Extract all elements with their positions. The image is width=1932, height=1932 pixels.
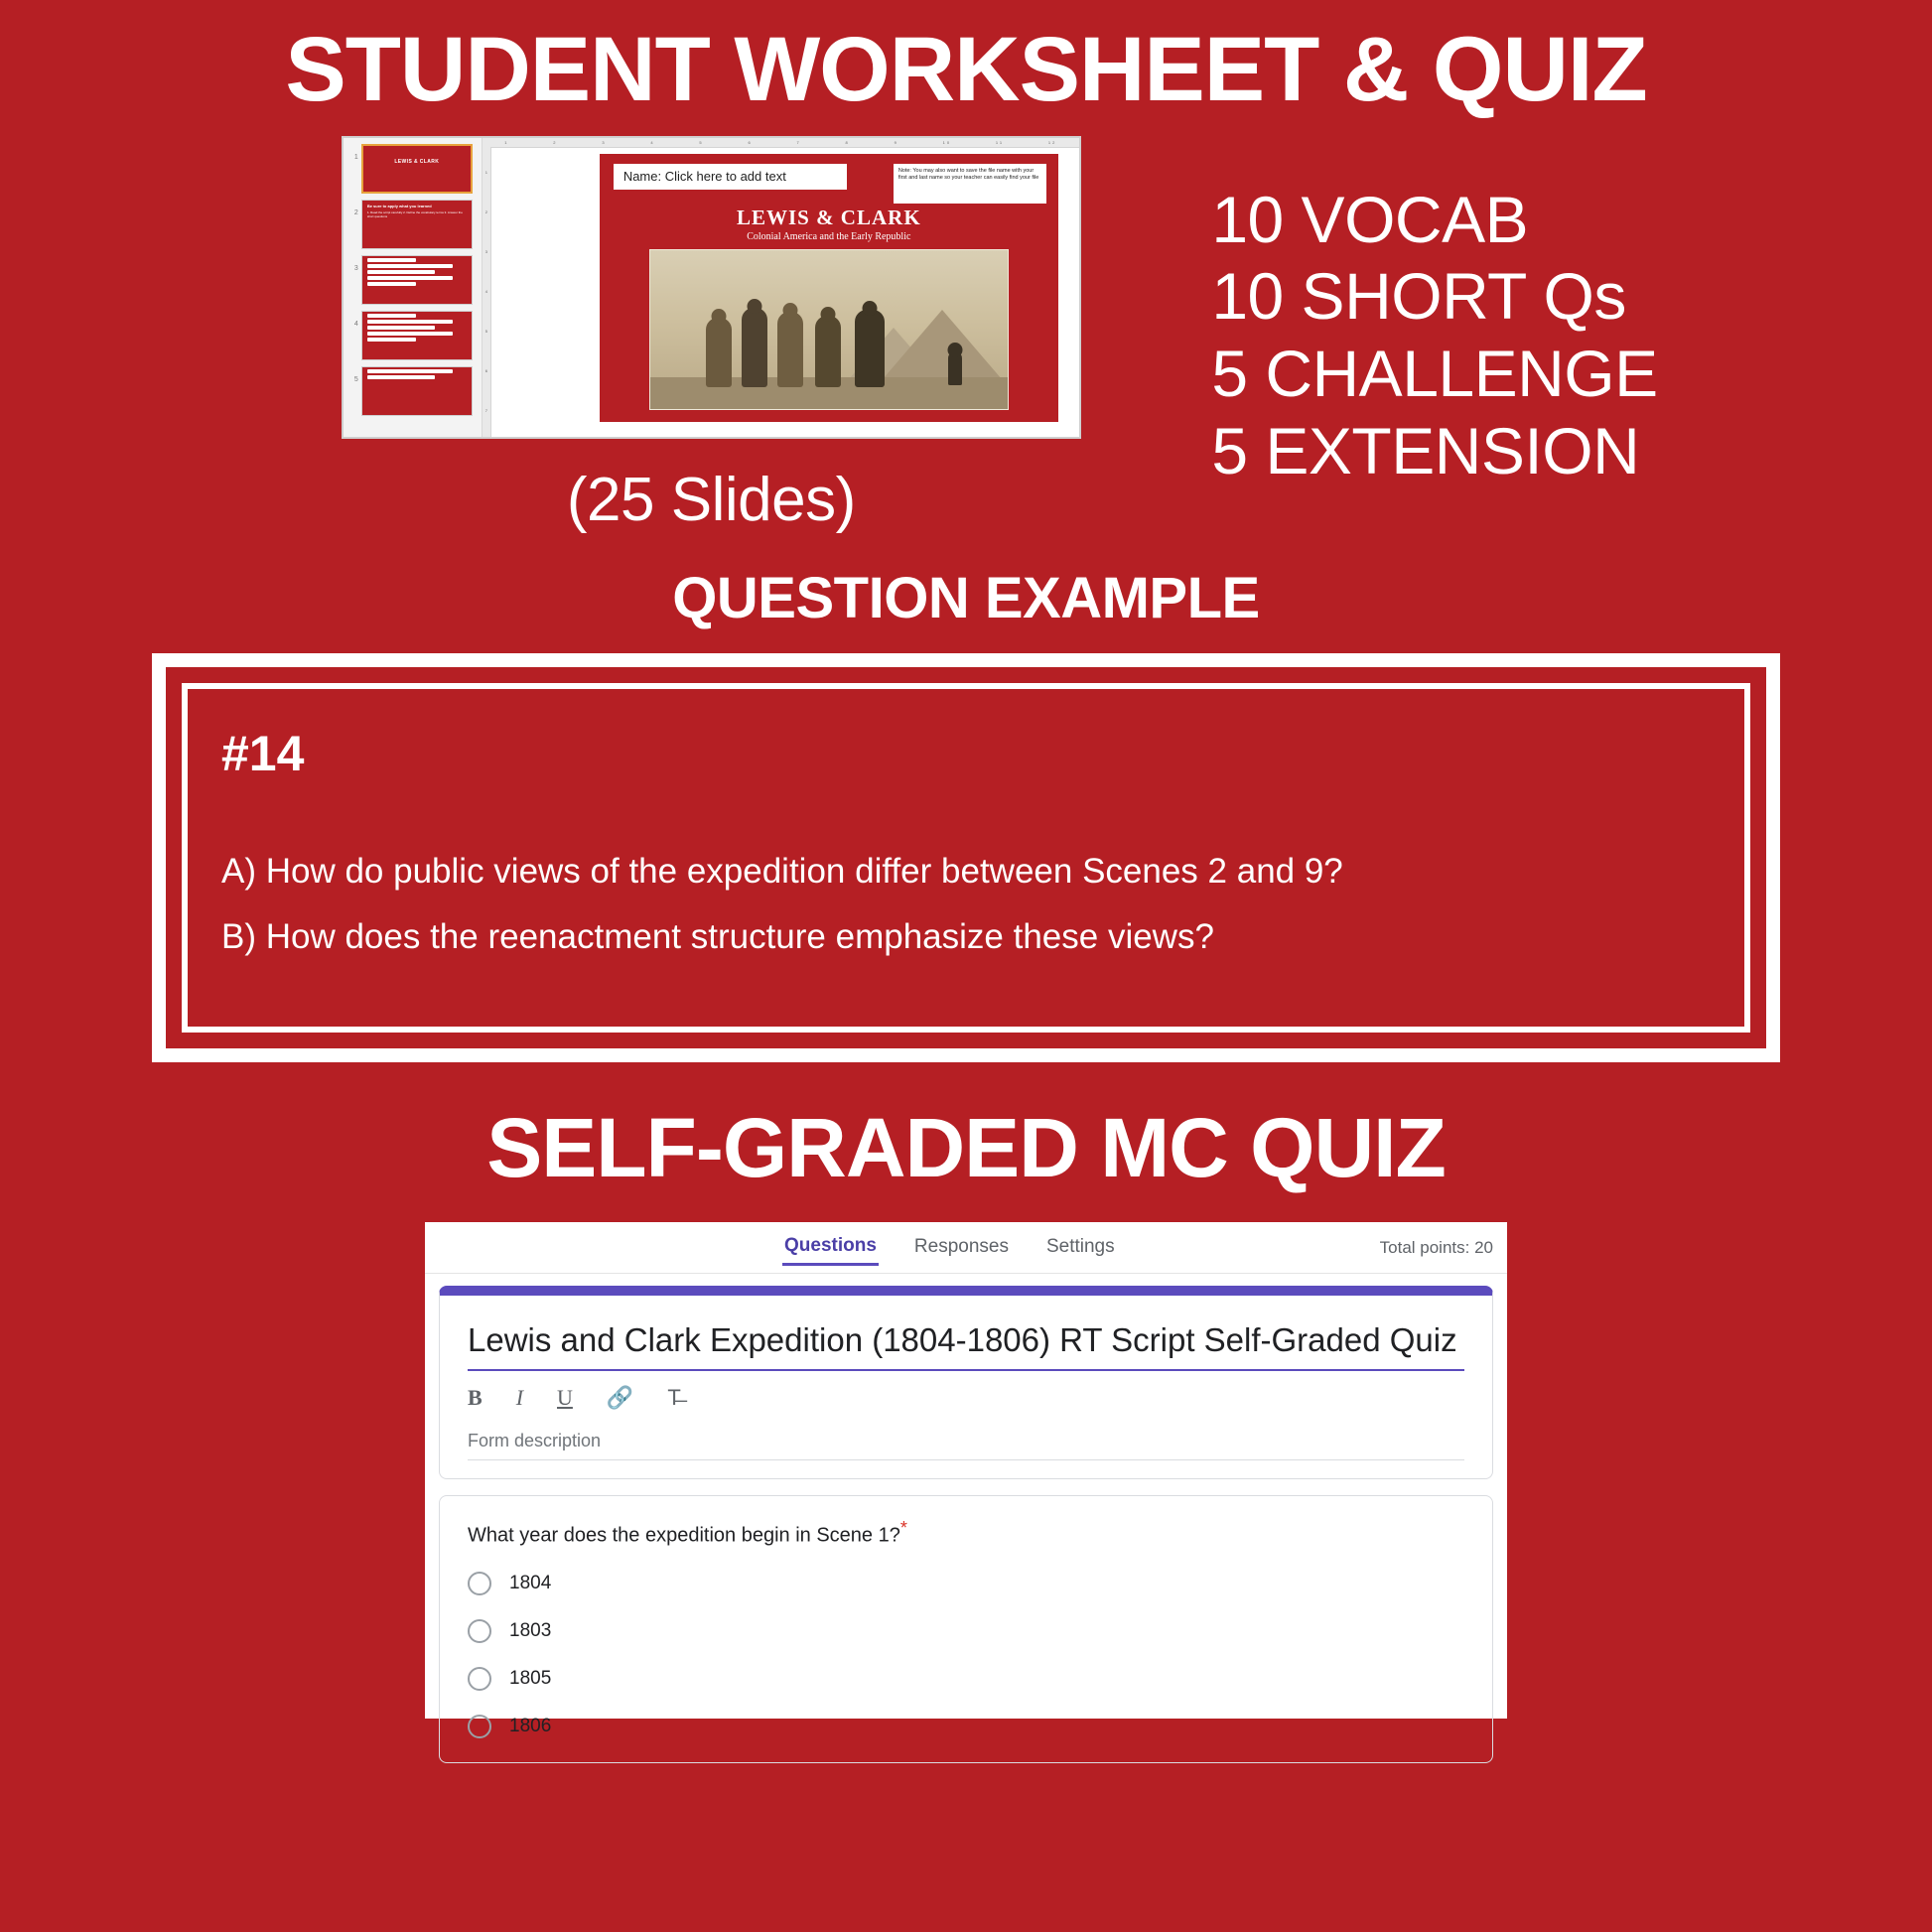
- ruler-mark: 4: [484, 289, 487, 295]
- slides-deck-preview: [342, 136, 1081, 439]
- ruler-mark: 8: [845, 139, 850, 145]
- tab-responses[interactable]: Responses: [913, 1236, 1009, 1258]
- thumbnail-bar: [367, 282, 417, 286]
- option-row-4[interactable]: [468, 1715, 1464, 1738]
- list-item[interactable]: [347, 311, 478, 360]
- thumbnail-bar: [367, 326, 435, 330]
- ruler-mark: 5: [484, 329, 487, 335]
- form-question-card[interactable]: [439, 1495, 1493, 1763]
- thumbnail-title: LEWIS & CLARK: [394, 158, 440, 165]
- figure-head: [711, 309, 726, 324]
- thumbnail-body: 1. Read the script carefully 2. Define the vocabulary terms 3. Answer the short questions: [366, 209, 463, 219]
- feature-short-questions: 10 SHORT Qs: [1211, 259, 1626, 334]
- figure-shape: [777, 312, 803, 387]
- option-label-2[interactable]: 1803: [509, 1620, 552, 1642]
- ruler-mark: 9: [894, 139, 898, 145]
- thumbnail-bar: [367, 258, 417, 262]
- option-label-1[interactable]: 1804: [509, 1573, 552, 1594]
- slide-thumbnail-rail[interactable]: [344, 138, 483, 437]
- thumbnail-number: 1: [353, 153, 358, 161]
- figure-head: [782, 303, 797, 318]
- thumbnail-bar: [367, 264, 453, 268]
- mountain-shape: [883, 310, 1002, 379]
- thumbnail-bar: [367, 276, 453, 280]
- figure-head: [820, 307, 835, 322]
- form-title-input[interactable]: Lewis and Clark Expedition (1804-1806) RT Script Self-Graded Quiz: [468, 1319, 1464, 1372]
- question-example-inner: [182, 683, 1750, 1033]
- question-number: #14: [221, 725, 305, 781]
- ruler-mark: 6: [748, 139, 753, 145]
- ruler-mark: 12: [1047, 139, 1057, 145]
- option-row-3[interactable]: [468, 1667, 1464, 1691]
- thumbnail-number: 4: [353, 320, 358, 328]
- list-item[interactable]: [347, 366, 478, 416]
- figure-shape: [855, 310, 885, 387]
- option-row-1[interactable]: [468, 1572, 1464, 1595]
- feature-vocab: 10 VOCAB: [1211, 182, 1529, 256]
- slides-preview-column: [274, 136, 1148, 535]
- required-marker: *: [899, 1518, 907, 1539]
- name-input-field[interactable]: Name: Click here to add text: [614, 164, 847, 190]
- thumbnail-number: 3: [353, 264, 358, 272]
- thumbnail-number: 2: [353, 208, 358, 216]
- figure-shape: [706, 318, 732, 387]
- slide-thumbnail-4[interactable]: [361, 311, 473, 360]
- form-description-input[interactable]: Form description: [468, 1431, 1464, 1460]
- radio-icon[interactable]: [468, 1667, 491, 1691]
- slide-thumbnail-2[interactable]: [361, 200, 473, 249]
- slide-note-text: Note: You may also want to save the file name with your first and last name so your teacher can easily find your file: [894, 164, 1046, 204]
- italic-icon[interactable]: I: [515, 1385, 524, 1411]
- slide-subtitle: Colonial America and the Early Republic: [747, 230, 911, 242]
- question-body: [221, 852, 1711, 957]
- question-text: [468, 1518, 1464, 1548]
- list-item[interactable]: [347, 255, 478, 305]
- tab-settings[interactable]: Settings: [1045, 1236, 1115, 1258]
- feature-challenge: 5 CHALLENGE: [1211, 337, 1658, 411]
- bold-icon[interactable]: B: [468, 1385, 483, 1411]
- ruler-mark: 6: [484, 368, 487, 374]
- thumbnail-bar: [367, 320, 453, 324]
- vertical-ruler: [483, 147, 491, 437]
- option-label-4[interactable]: 1806: [509, 1716, 552, 1737]
- ruler-mark: 7: [796, 139, 801, 145]
- thumbnail-bar: [367, 270, 435, 274]
- form-header-card[interactable]: [439, 1286, 1493, 1480]
- option-row-2[interactable]: [468, 1619, 1464, 1643]
- list-item[interactable]: [347, 144, 478, 194]
- option-label-3[interactable]: 1805: [509, 1668, 552, 1690]
- tab-questions[interactable]: Questions: [782, 1229, 879, 1266]
- ruler-mark: 5: [699, 139, 704, 145]
- thumbnail-number: 5: [353, 375, 358, 383]
- thumbnail-bar: [367, 338, 417, 342]
- ruler-mark: 11: [995, 139, 1005, 145]
- figure-head: [862, 301, 877, 316]
- list-item[interactable]: [347, 200, 478, 249]
- question-part-a: A) How do public views of the expedition differ between Scenes 2 and 9?: [221, 851, 1343, 891]
- radio-icon[interactable]: [468, 1715, 491, 1738]
- slide-thumbnail-1[interactable]: [361, 144, 473, 194]
- ruler-mark: 2: [553, 139, 558, 145]
- figure-shape: [815, 316, 841, 387]
- slides-count-caption: (25 Slides): [566, 465, 856, 534]
- ruler-mark: 10: [942, 139, 952, 145]
- thumbnail-bar: [367, 332, 453, 336]
- question-example-frame: [152, 653, 1780, 1062]
- ruler-mark: 3: [602, 139, 607, 145]
- thumbnail-bar: [367, 375, 435, 379]
- question-text-value: What year does the expedition begin in Scene 1?: [468, 1525, 900, 1548]
- lewis-and-clark-illustration: [649, 249, 1009, 410]
- thumbnail-bar: [367, 369, 453, 373]
- ruler-mark: 7: [484, 408, 487, 414]
- quiz-section-heading: SELF-GRADED MC QUIZ: [486, 1100, 1446, 1194]
- google-form-screenshot[interactable]: [425, 1222, 1507, 1737]
- ruler-mark: 2: [484, 209, 487, 215]
- ruler-mark: 3: [484, 249, 487, 255]
- ruler-mark: 4: [650, 139, 655, 145]
- figure-head: [747, 299, 761, 314]
- clear-formatting-icon[interactable]: T̶: [667, 1385, 681, 1411]
- slide-editor-stage[interactable]: [483, 138, 1079, 437]
- current-slide-canvas[interactable]: [600, 154, 1058, 422]
- rich-text-toolbar[interactable]: [468, 1385, 1464, 1411]
- question-part-b: B) How does the reenactment structure emphasize these views?: [221, 916, 1214, 956]
- ruler-mark: 1: [484, 170, 487, 176]
- figure-shape: [742, 308, 767, 387]
- form-tab-bar[interactable]: [425, 1222, 1507, 1274]
- radio-icon[interactable]: [468, 1619, 491, 1643]
- thumbnail-heading: Be sure to apply what you learned: [366, 203, 432, 208]
- total-points-label: Total points: 20: [1379, 1237, 1493, 1257]
- features-list: [1211, 182, 1657, 491]
- figure-head: [947, 343, 962, 357]
- upper-section: [0, 136, 1932, 535]
- ruler-mark: 1: [504, 139, 509, 145]
- slide-thumbnail-3[interactable]: [361, 255, 473, 305]
- link-icon[interactable]: 🔗: [606, 1385, 634, 1411]
- figure-shape-small: [948, 351, 962, 385]
- horizontal-ruler: [483, 138, 1079, 148]
- underline-icon[interactable]: U: [557, 1385, 573, 1411]
- feature-extension: 5 EXTENSION: [1211, 414, 1640, 488]
- radio-icon[interactable]: [468, 1572, 491, 1595]
- question-example-heading: QUESTION EXAMPLE: [672, 565, 1260, 630]
- page-title: STUDENT WORKSHEET & QUIZ: [285, 19, 1647, 120]
- slide-thumbnail-5[interactable]: [361, 366, 473, 416]
- thumbnail-bar: [367, 314, 417, 318]
- slide-title: LEWIS & CLARK: [736, 205, 921, 229]
